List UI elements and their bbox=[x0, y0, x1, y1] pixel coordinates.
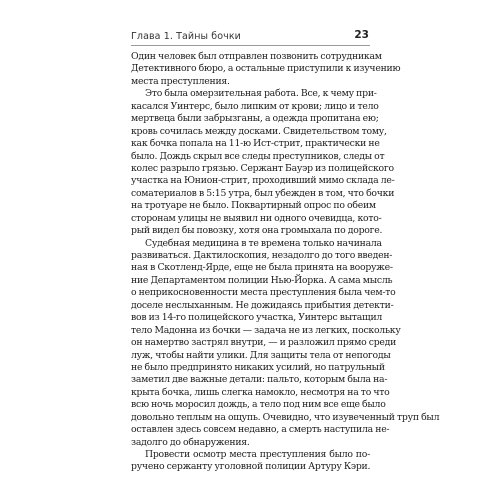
text-line: не было предпринято никаких усилий, но патрульный bbox=[131, 361, 385, 373]
text-line: рый видел бы повозку, хотя она громыхала по дороге. bbox=[131, 225, 383, 237]
text-line: всю ночь моросил дождь, а тело под ним все еще было bbox=[131, 399, 386, 411]
text-line: о неприкосновенности места преступления была чем-то bbox=[131, 287, 396, 299]
text-line: как бочка попала на 11-ю Ист-стрит, практически не bbox=[131, 138, 380, 150]
text-line: Это была омерзительная работа. Все, к чему при- bbox=[145, 88, 377, 100]
text-line: сторонам улицы не выявил ни одного очевидца, кото- bbox=[131, 212, 382, 224]
text-line: участка на Юнион-стрит, проходивший мимо склада ле- bbox=[131, 175, 395, 187]
text-line: ручено сержанту уголовной полиции Артуру Кэри. bbox=[131, 461, 371, 473]
body-text bbox=[131, 51, 440, 474]
text-line: луж, чтобы найти улики. Для защиты тела от непогоды bbox=[131, 349, 391, 361]
text-line: развиваться. Дактилоскопия, незадолго до того введен- bbox=[131, 250, 393, 261]
text-line: касался Уинтерс, было липким от крови; лицо и тело bbox=[131, 100, 379, 112]
text-line: он намертво застрял внутри, — и разложил прямо среди bbox=[131, 337, 397, 349]
text-line: заметил две важные детали: пальто, которым была на- bbox=[131, 374, 388, 386]
text-line: Судебная медицина в те времена только начинала bbox=[145, 237, 382, 249]
text-line: ная в Скотленд-Ярде, еще не была принята на вооруже- bbox=[131, 262, 393, 274]
text-line: было. Дождь скрыл все следы преступников, следы от bbox=[131, 150, 385, 162]
text-line: вов из 14-го полицейского участка, Уинтерс вытащил bbox=[131, 312, 383, 324]
text-line: кровь сочилась между досками. Свидетельством тому, bbox=[131, 125, 387, 137]
text-line: ние Департаментом полиции Нью-Йорка. А сама мысль bbox=[131, 274, 393, 286]
text-line: крыта бочка, лишь слегка намокло, несмотря на то что bbox=[131, 386, 390, 398]
text-line: довольно теплым на ощупь. Очевидно, что изувеченный труп был bbox=[131, 411, 440, 423]
text-line: соматериалов в 5:15 утра, был убежден в том, что бочки bbox=[131, 187, 395, 199]
running-head: Глава 1. Тайны бочки bbox=[131, 31, 241, 42]
header-rule bbox=[131, 45, 370, 46]
text-line: Детективного бюро, а остальные приступили к изучению bbox=[131, 63, 401, 75]
text-line: места преступления. bbox=[131, 75, 230, 87]
text-line: Провести осмотр места преступления было по- bbox=[145, 449, 370, 460]
text-line: оставлен здесь совсем недавно, а смерть наступила не- bbox=[131, 424, 390, 436]
text-line: тело Мадонна из бочки — задача не из легких, поскольку bbox=[131, 324, 401, 336]
text-line: мертвеца были забрызганы, а одежда пропитана ею; bbox=[131, 113, 379, 125]
text-line: на тротуаре не было. Поквартирный опрос по обеим bbox=[131, 200, 376, 212]
text-line: Один человек был отправлен позвонить сотрудникам bbox=[131, 51, 382, 62]
page-number: 23 bbox=[354, 29, 369, 41]
text-line: доселе неслыханным. Не дожидаясь прибытия детекти- bbox=[131, 299, 394, 311]
text-line: задолго до обнаружения. bbox=[131, 436, 250, 448]
text-line: колес разрыло грязью. Сержант Бауэр из полицейского bbox=[131, 162, 394, 174]
